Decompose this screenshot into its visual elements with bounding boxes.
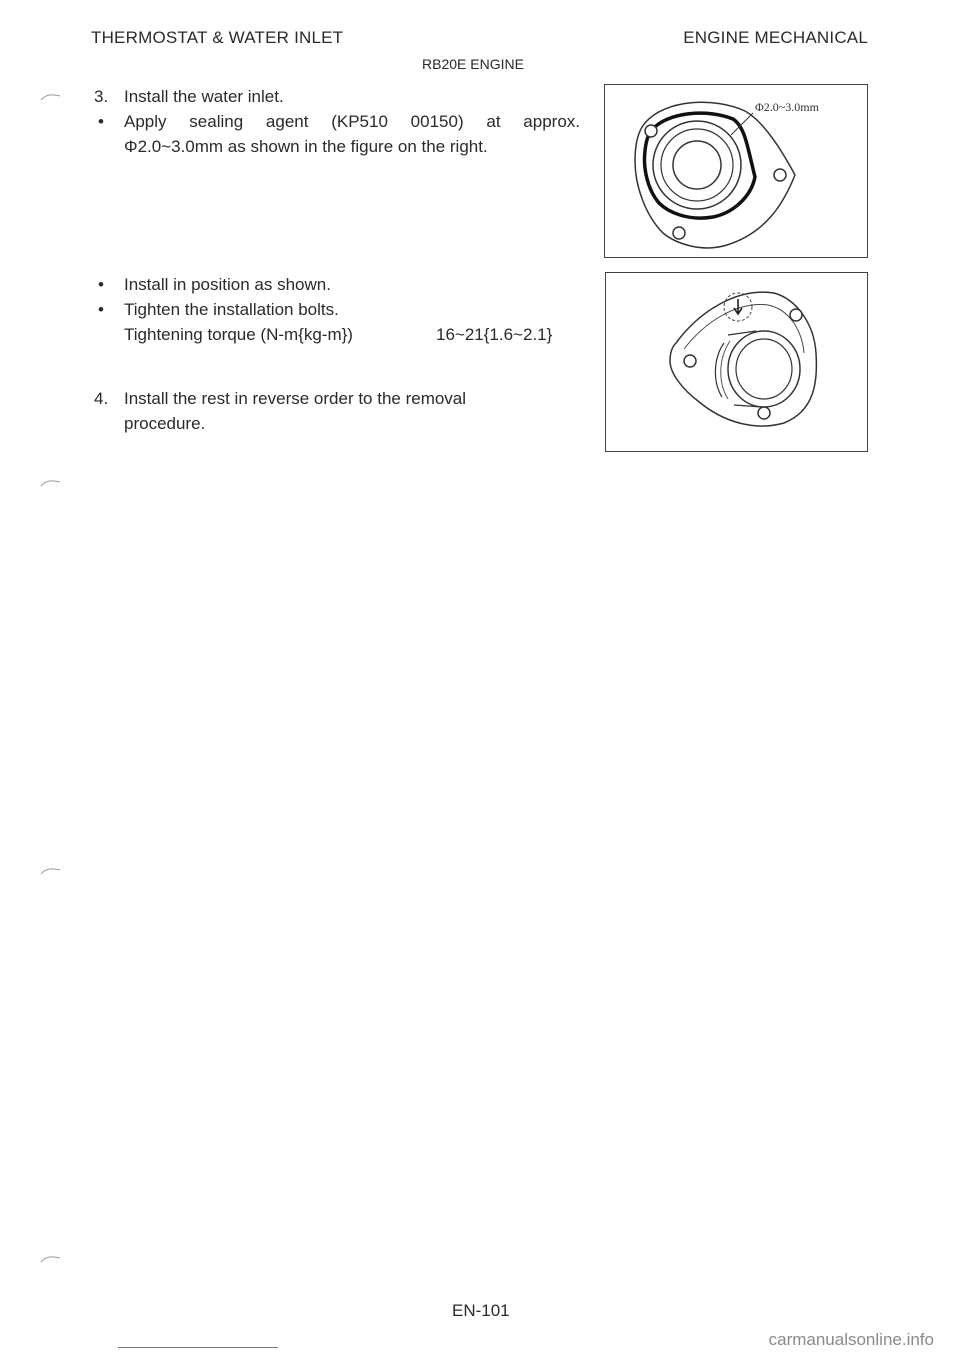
figure-sealant (604, 84, 868, 258)
section-title: THERMOSTAT & WATER INLET (91, 28, 344, 47)
water-inlet-installed-drawing (606, 273, 866, 450)
margin-mark (40, 92, 62, 102)
step-4-block (94, 386, 580, 436)
figure-installed-inlet (605, 272, 868, 452)
install-block (94, 272, 584, 347)
engine-subtitle: RB20E ENGINE (422, 56, 524, 72)
water-inlet-sealant-drawing (605, 85, 866, 256)
torque-row (94, 322, 584, 347)
margin-mark (40, 866, 62, 876)
margin-mark (40, 478, 62, 488)
bullet-text: Install in position as shown. (124, 275, 331, 294)
sealant-dimension-label: Φ2.0~3.0mm (755, 100, 819, 114)
bullet-tighten (94, 297, 584, 322)
step-number: 3. (94, 87, 109, 106)
bullet-text (124, 109, 580, 159)
chapter-title: ENGINE MECHANICAL (683, 28, 868, 47)
step-text: Install the rest in reverse order to the removal (124, 389, 467, 408)
step-3-block (94, 84, 580, 159)
step-3 (94, 84, 580, 109)
bullet-position (94, 272, 584, 297)
margin-mark (40, 1254, 62, 1264)
torque-value: 16~21{1.6~2.1} (436, 325, 553, 344)
step-4 (94, 386, 580, 411)
bullet-dot: • (98, 300, 104, 319)
torque-label: Tightening torque (N-m{kg-m}) (124, 325, 353, 344)
bullet-text: Tighten the installation bolts. (124, 300, 339, 319)
sealing-line-2: Φ2.0~3.0mm as shown in the figure on the right. (124, 137, 488, 156)
page-number: EN-101 (452, 1301, 510, 1320)
sealing-line-1: Apply sealing agent (KP510 00150) at approx. (124, 112, 580, 131)
step-text-cont: procedure. (124, 414, 206, 433)
bullet-sealing (94, 109, 580, 159)
bottom-rule (118, 1347, 278, 1348)
watermark: carmanualsonline.info (768, 1330, 934, 1349)
step-number: 4. (94, 389, 109, 408)
bullet-dot: • (98, 275, 104, 294)
bullet-dot: • (98, 112, 104, 131)
step-text: Install the water inlet. (124, 87, 284, 106)
